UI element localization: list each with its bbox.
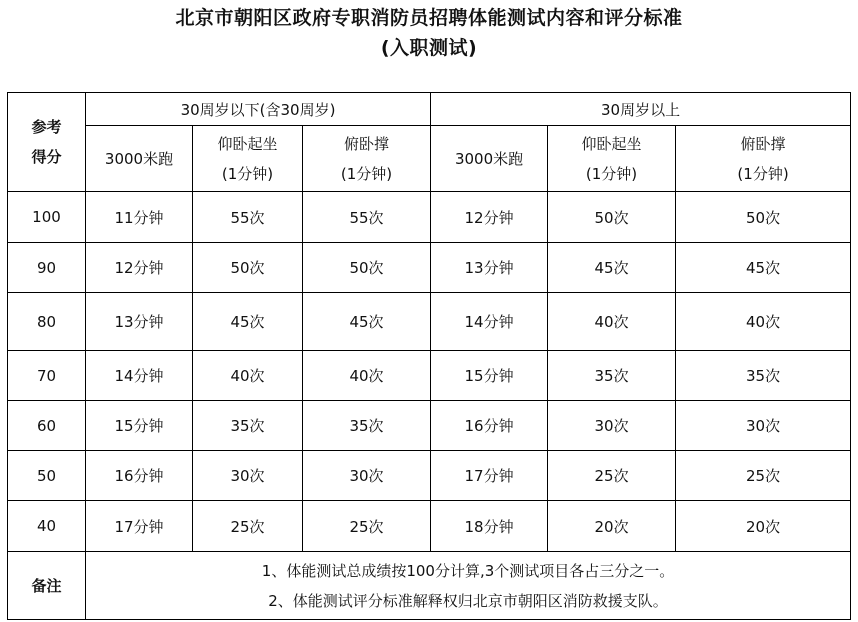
table-cell: 12分钟 [86, 243, 193, 293]
table-cell: 40次 [303, 351, 431, 401]
table-row [8, 243, 851, 293]
score-header-cell [8, 93, 86, 192]
score-cell: 90 [8, 243, 86, 293]
table-cell: 14分钟 [431, 293, 548, 351]
event-header-pushup-under-30 [303, 126, 431, 192]
table-cell: 13分钟 [86, 293, 193, 351]
table-cell: 25次 [676, 451, 851, 501]
table-cell: 20次 [676, 501, 851, 552]
event-header-line2: (1分钟) [737, 164, 789, 183]
notes-cell [86, 552, 851, 620]
table-cell: 30次 [676, 401, 851, 451]
table-cell: 35次 [676, 351, 851, 401]
table-cell: 17分钟 [86, 501, 193, 552]
table-row [8, 351, 851, 401]
header-row-events [8, 126, 851, 192]
note-line: 2、体能测试评分标准解释权归北京市朝阳区消防救援支队。 [268, 591, 668, 610]
table-cell: 45次 [676, 243, 851, 293]
table-cell: 40次 [193, 351, 303, 401]
table-cell: 16分钟 [431, 401, 548, 451]
event-header-line1: 3000米跑 [104, 150, 174, 168]
table-row [8, 501, 851, 552]
score-cell: 50 [8, 451, 86, 501]
table-cell: 14分钟 [86, 351, 193, 401]
score-cell: 70 [8, 351, 86, 401]
table-cell: 25次 [193, 501, 303, 552]
table-cell: 20次 [548, 501, 676, 552]
page-title: 北京市朝阳区政府专职消防员招聘体能测试内容和评分标准 [175, 7, 683, 29]
table-cell: 25次 [548, 451, 676, 501]
table-row [8, 293, 851, 351]
score-cell: 60 [8, 401, 86, 451]
table-row [8, 192, 851, 243]
table-cell: 16分钟 [86, 451, 193, 501]
event-header-line1: 3000米跑 [454, 150, 524, 168]
table-cell: 17分钟 [431, 451, 548, 501]
table-row [8, 451, 851, 501]
group-header-under-30: 30周岁以下(含30周岁) [86, 93, 431, 126]
event-header-situp-over-30 [548, 126, 676, 192]
event-header-line1: 仰卧起坐 [581, 134, 642, 153]
notes-label: 备注 [8, 552, 86, 620]
table-cell: 11分钟 [86, 192, 193, 243]
score-cell: 40 [8, 501, 86, 552]
scoring-table [7, 92, 851, 620]
table-cell: 50次 [548, 192, 676, 243]
table-cell: 25次 [303, 501, 431, 552]
table-cell: 45次 [548, 243, 676, 293]
table-cell: 30次 [193, 451, 303, 501]
table-cell: 40次 [676, 293, 851, 351]
table-cell: 55次 [193, 192, 303, 243]
event-header-line2: (1分钟) [340, 164, 393, 183]
table-cell: 12分钟 [431, 192, 548, 243]
header-row-groups [8, 93, 851, 126]
table-cell: 30次 [548, 401, 676, 451]
table-cell: 45次 [303, 293, 431, 351]
score-header-line2: 得分 [31, 148, 62, 166]
table-cell: 13分钟 [431, 243, 548, 293]
table-cell: 50次 [303, 243, 431, 293]
score-cell: 100 [8, 192, 86, 243]
table-cell: 35次 [548, 351, 676, 401]
table-cell: 30次 [303, 451, 431, 501]
table-cell: 35次 [193, 401, 303, 451]
group-header-over-30: 30周岁以上 [431, 93, 851, 126]
table-cell: 15分钟 [431, 351, 548, 401]
page-subtitle: (入职测试) [380, 37, 478, 59]
event-header-run-over-30 [431, 126, 548, 192]
event-header-run-under-30 [86, 126, 193, 192]
notes-row [8, 552, 851, 620]
table-row [8, 401, 851, 451]
event-header-situp-under-30 [193, 126, 303, 192]
table-cell: 40次 [548, 293, 676, 351]
event-header-line2: (1分钟) [585, 164, 638, 183]
table-cell: 55次 [303, 192, 431, 243]
event-header-line1: 俯卧撑 [740, 134, 786, 153]
event-header-pushup-over-30 [676, 126, 851, 192]
table-cell: 15分钟 [86, 401, 193, 451]
event-header-line1: 仰卧起坐 [217, 134, 278, 153]
event-header-line1: 俯卧撑 [344, 134, 390, 153]
table-cell: 50次 [193, 243, 303, 293]
score-cell: 80 [8, 293, 86, 351]
table-cell: 45次 [193, 293, 303, 351]
table-cell: 50次 [676, 192, 851, 243]
event-header-line2: (1分钟) [221, 164, 274, 183]
table-cell: 35次 [303, 401, 431, 451]
note-line: 1、体能测试总成绩按100分计算,3个测试项目各占三分之一。 [261, 561, 675, 580]
score-header-line1: 参考 [31, 118, 62, 136]
table-cell: 18分钟 [431, 501, 548, 552]
